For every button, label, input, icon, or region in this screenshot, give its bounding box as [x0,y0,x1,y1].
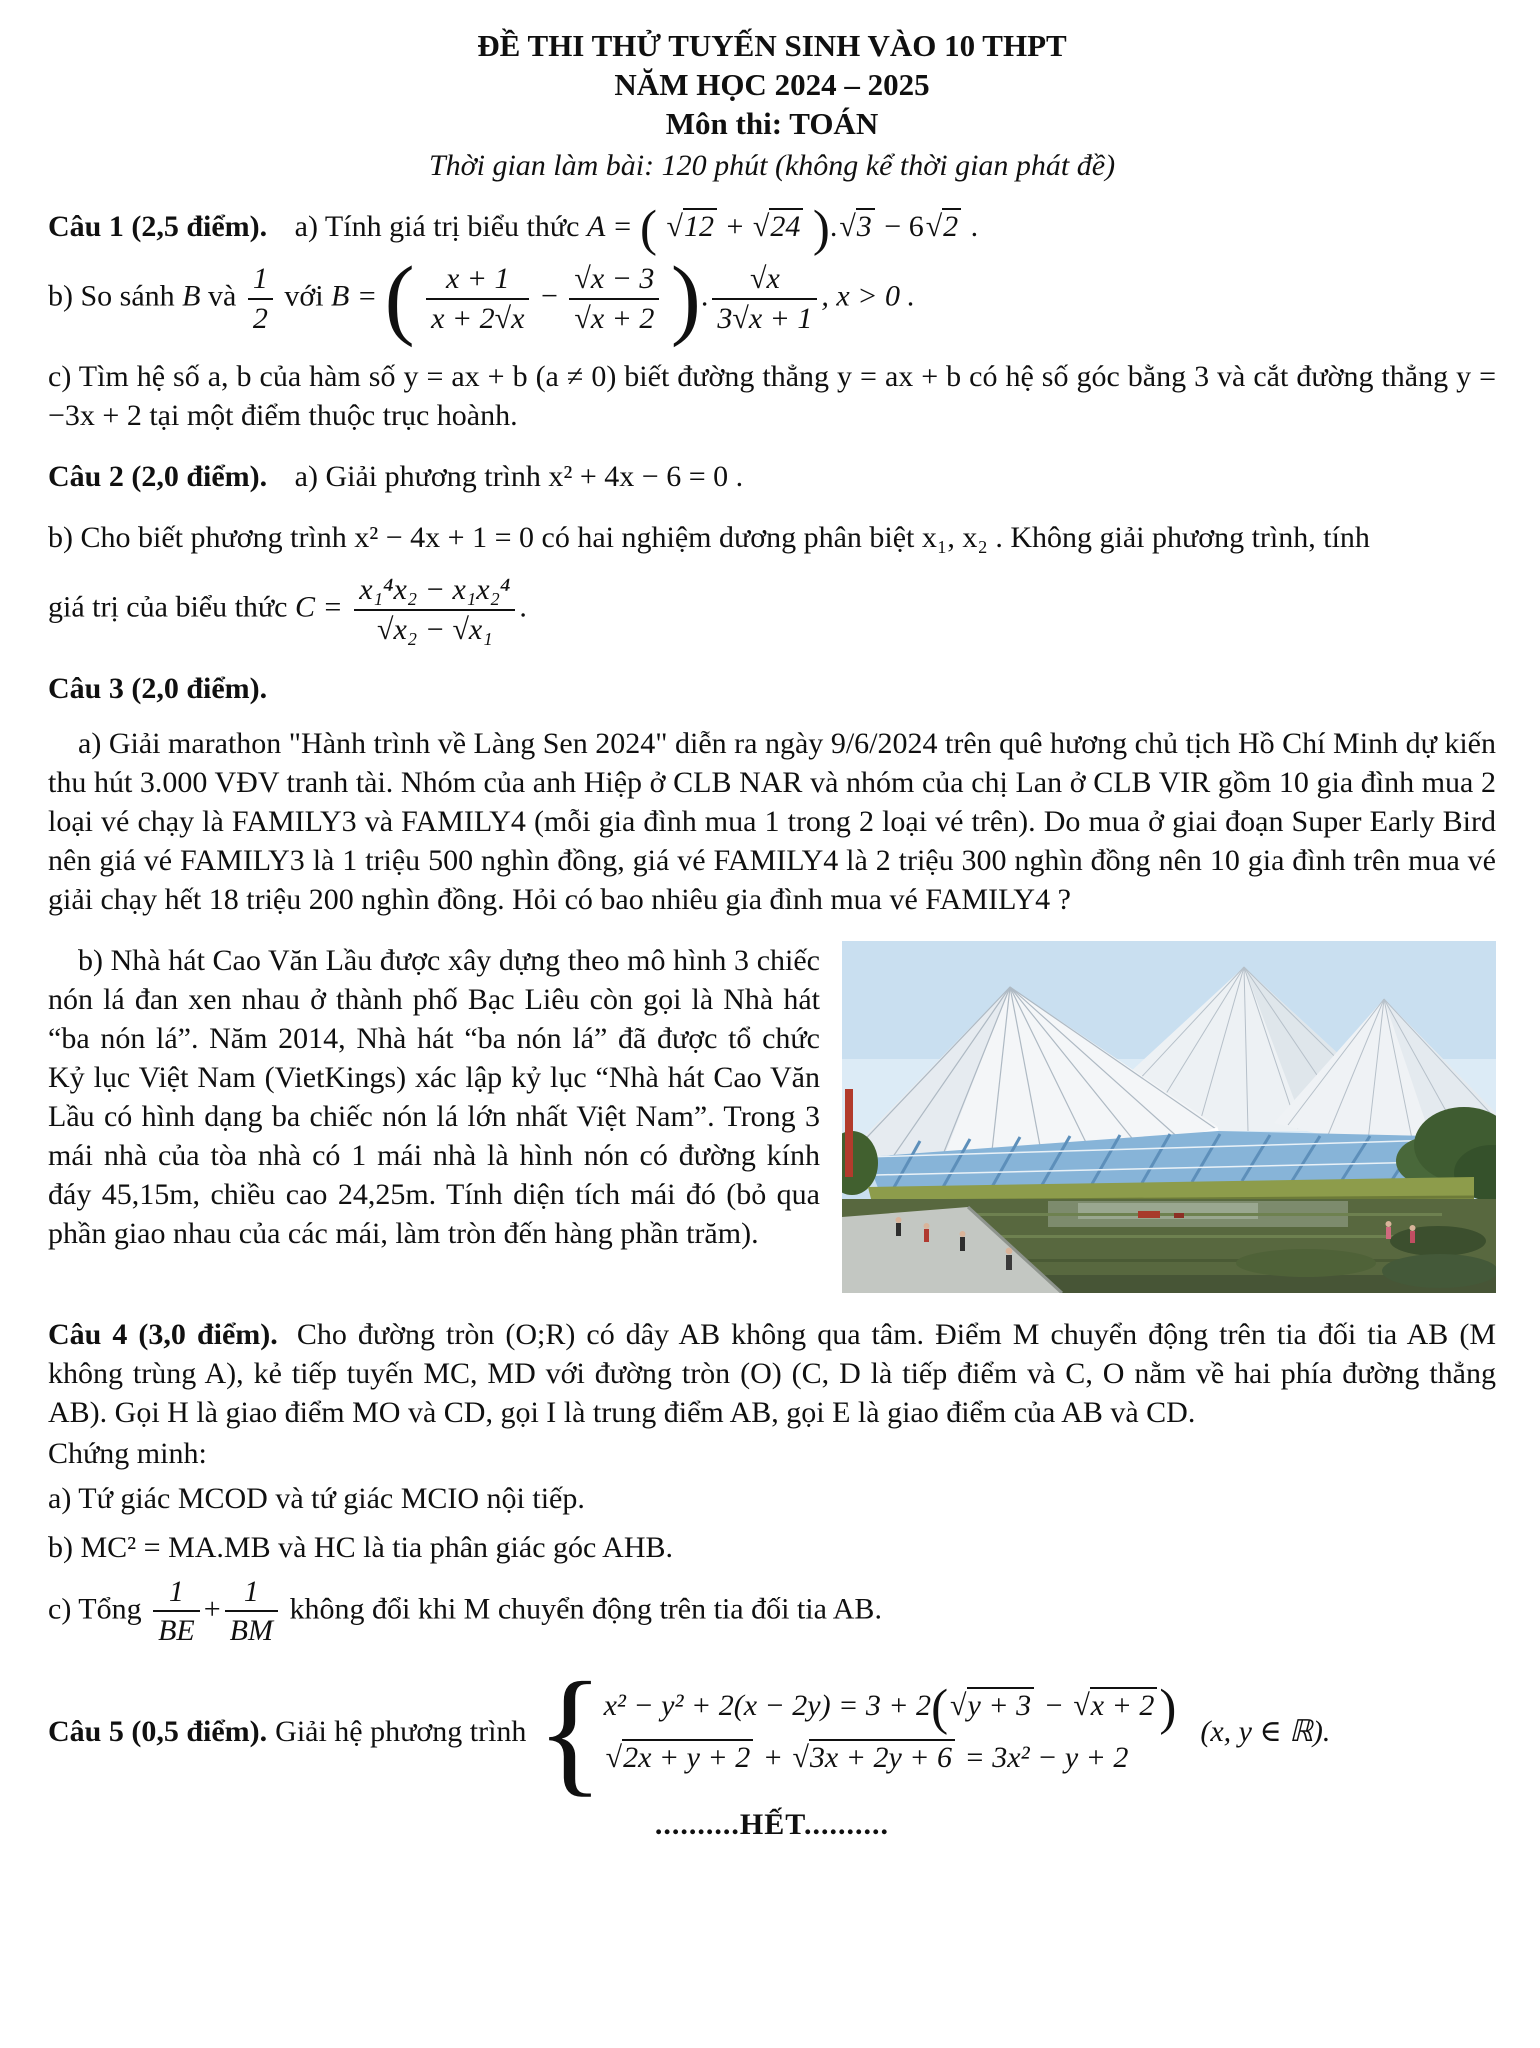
radical-sign: √ [605,1740,623,1774]
fraction-half [248,262,273,335]
denominator: BE [153,1610,200,1648]
numerator: √x − 3 [574,262,655,296]
eq2-right: = 3x² − y + 2 [964,1740,1129,1774]
fraction-2 [569,262,659,335]
numerator: √x [750,262,780,296]
radicand: x + 2 [1090,1687,1158,1722]
cau3-b-row [48,941,1496,1293]
radicand: 24 [769,208,803,243]
cau2-b-line: b) Cho biết phương trình x² − 4x + 1 = 0 có hai nghiệm dương phân biệt x₁, x₂ . Không giải phương trình, tính [48,521,1370,555]
sqrt-24 [753,210,803,243]
cau4-intro-text: Cho đường tròn (O;R) có dây AB không qua tâm. Điểm M chuyển động trên tia đối tia AB (M không trùng A), kẻ tiếp tuyến MC, MD với đường tròn (O) (C, D là tiếp điểm và C, O nằm về hai phía đường thẳng AB). Gọi H là giao điểm MO và CD, gọi I là trung điểm AB, gọi E là giao điểm của AB và CD. [48,1317,1496,1429]
radical-sign: √ [1073,1688,1090,1722]
radical-sign: √ [839,210,856,244]
sqrt-y-plus-3 [950,1689,1034,1722]
minus-sign: − [1043,1688,1064,1722]
cau5-label: Câu 5 (0,5 điểm). [48,1714,268,1748]
duration-line: Thời gian làm bài: 120 phút (không kể thời gian phát đề) [428,149,1116,183]
cau2-c-line [48,573,1496,646]
math-var-A: A = [586,210,633,244]
exam-title: ĐỀ THI THỬ TUYẾN SINH VÀO 10 THPT [477,28,1067,63]
radicand: 3 [856,208,875,243]
cau3-b-text-column [48,941,820,1253]
cau4-chung-minh: Chứng minh: [48,1436,207,1470]
radical-sign: √ [792,1740,809,1774]
minus-sign: − [540,279,558,313]
sqrt-2x-y-2 [606,1741,754,1774]
cau1-a-line: Câu 1 (2,5 điểm). a) Tính giá trị biểu thức A = ( √12 + √24 ).√3 − 6√2 . [48,201,979,258]
fraction-1-BE [153,1575,200,1648]
fraction-C [354,573,515,646]
math-var-C: C = [295,590,343,624]
math-var-B-eq: B = [331,279,378,313]
sqrt-2 [926,210,961,243]
radicand: 2 [942,208,961,243]
cau3-b-paragraph: b) Nhà hát Cao Văn Lầu được xây dựng theo mô hình 3 chiếc nón lá đan xen nhau ở thành phố Bạc Liêu còn gọi là Nhà hát “ba nón lá”. Năm 2014, Nhà hát “ba nón lá” đã được tổ chức Kỷ lục Việt Nam (VietKings) xác lập kỷ lục “Nhà hát Cao Văn Lầu có hình dạng ba chiếc nón lá lớn nhất Việt Nam”. Trong 3 mái nhà của tòa nhà có 1 mái nhà là hình nón có đường kính đáy 45,15m, chiều cao 24,25m. Tính diện tích mái đó (bỏ qua phần giao nhau của các mái, làm tròn đến hàng phần trăm). [48,943,820,1250]
dot-operator: . [700,279,709,313]
sqrt-x-plus-2 [1073,1689,1157,1722]
cau3-label-line [48,669,1496,708]
radicand: y + 3 [967,1687,1035,1722]
cau5-row [48,1653,1496,1809]
subject-line: Môn thi: TOÁN [665,106,879,142]
cau2-a-line [48,457,1496,496]
plus-sign: + [726,210,744,244]
cau5-prefix: Giải hệ phương trình [275,1714,527,1748]
fraction-1 [426,262,529,335]
plus-sign: + [203,1592,221,1625]
denominator: x + 2√x [426,298,529,336]
cau1-c-paragraph: c) Tìm hệ số a, b của hàm số y = ax + b (a ≠ 0) biết đường thẳng y = ax + b có hệ số góc bằng 3 và cắt đường thẳng y = −3x + 2 tại một điểm thuộc trục hoành. [48,360,1496,433]
denominator: BM [225,1610,278,1648]
minus-6: − 6 [884,210,924,244]
cau4-intro [48,1315,1496,1432]
cau3-a-paragraph: a) Giải marathon "Hành trình về Làng Sen 2024" diễn ra ngày 9/6/2024 trên quê hương chủ tịch Hồ Chí Minh dự kiến thu hút 3.000 VĐV tranh tài. Nhóm của anh Hiệp ở CLB NAR và nhóm của chị Lan ở CLB VIR gồm 10 gia đình mua 2 loại vé chạy là FAMILY3 và FAMILY4 (mỗi gia đình mua 1 trong 2 loại vé trên). Do mua ở giai đoạn Super Early Bird nên giá vé FAMILY3 là 1 triệu 500 nghìn đồng, giá vé FAMILY4 là 2 triệu 300 nghìn đồng nên 10 gia đình trên mua vé giải chạy hết 18 triệu 200 nghìn đồng. Hỏi có bao nhiêu gia đình mua vé FAMILY4 ? [48,726,1496,916]
cau2-c-prefix: giá trị của biểu thức [48,590,288,624]
system-brace: { [536,1653,604,1809]
exam-header [48,26,1496,185]
radical-sign: √ [666,210,683,244]
fraction-1-BM [225,1575,278,1648]
cau4-c [48,1575,1496,1648]
cau1-b-prefix: b) So sánh [48,279,175,313]
equation-2 [604,1741,1177,1775]
radical-sign: √ [950,1688,967,1722]
denominator: 3√x + 1 [712,298,817,336]
sqrt-12 [666,210,716,243]
cau4-c-suffix: không đổi khi M chuyển động trên tia đối tia AB. [289,1592,882,1625]
math-var-B: B [182,279,201,313]
numerator: 1 [243,1574,259,1608]
radicand: 2x + y + 2 [622,1739,753,1774]
cau1-a-prefix: a) Tính giá trị biểu thức [294,210,580,244]
cau2-label: Câu 2 (2,0 điểm). [48,460,268,494]
domain-condition: (x, y ∈ ℝ). [1200,1715,1331,1749]
cau3-label: Câu 3 (2,0 điểm). [48,671,268,705]
radical-sign: √ [752,210,770,244]
condition-x-positive: , x > 0 . [821,279,915,313]
equation-system [536,1653,1177,1809]
equation-1: x² − y² + 2(x − 2y) = 3 + 2(√y + 3 − √x + 2) [603,1679,1177,1736]
cau4-c-prefix: c) Tổng [48,1592,142,1625]
eq1-left: x² − y² + 2(x − 2y) = 3 + 2 [603,1688,932,1722]
plus-sign: + [762,1740,783,1774]
word-voi: với [284,279,324,313]
cau2-a-text: a) Giải phương trình x² + 4x − 6 = 0 . [294,460,744,494]
radical-sign: √ [925,210,943,244]
numerator: x₁⁴x₂ − x₁x₂⁴ [359,573,511,607]
fraction-3 [712,262,817,335]
cau4-label: Câu 4 (3,0 điểm). [48,1317,278,1351]
radicand: 12 [683,208,717,243]
dot-operator: . [829,210,838,244]
period: . [519,590,527,624]
cau4-b: b) MC² = MA.MB và HC là tia phân giác góc AHB. [48,1530,674,1564]
system-equations [603,1679,1177,1775]
cau1-label: Câu 1 (2,5 điểm). [48,210,268,244]
numerator: x + 1 [445,262,510,296]
radicand: 3x + 2y + 6 [809,1739,955,1774]
numerator: 1 [168,1574,184,1608]
end-marker: ..........HẾT.......... [654,1807,890,1841]
sqrt-3x-2y-6 [792,1741,955,1774]
denominator: √x + 2 [569,298,659,336]
sqrt-3 [839,210,874,243]
school-year: NĂM HỌC 2024 – 2025 [614,67,930,103]
denominator: 2 [248,298,273,336]
numerator: 1 [252,262,268,296]
denominator: √x₂ − √x₁ [354,609,515,647]
period: . [970,210,979,244]
theater-photo [842,941,1496,1293]
cau4-a: a) Tứ giác MCOD và tứ giác MCIO nội tiếp. [48,1481,585,1515]
word-va: và [208,279,237,313]
cau1-b-line: b) So sánh B và $\frac{1}{2}$ với B = ( $\frac{x + 1}{x + 2√x}$ − $\frac{√x - 3}{√x + 2}$ ). $\frac{√x}{3√x + 1}$ , x > 0 . [48,248,915,348]
